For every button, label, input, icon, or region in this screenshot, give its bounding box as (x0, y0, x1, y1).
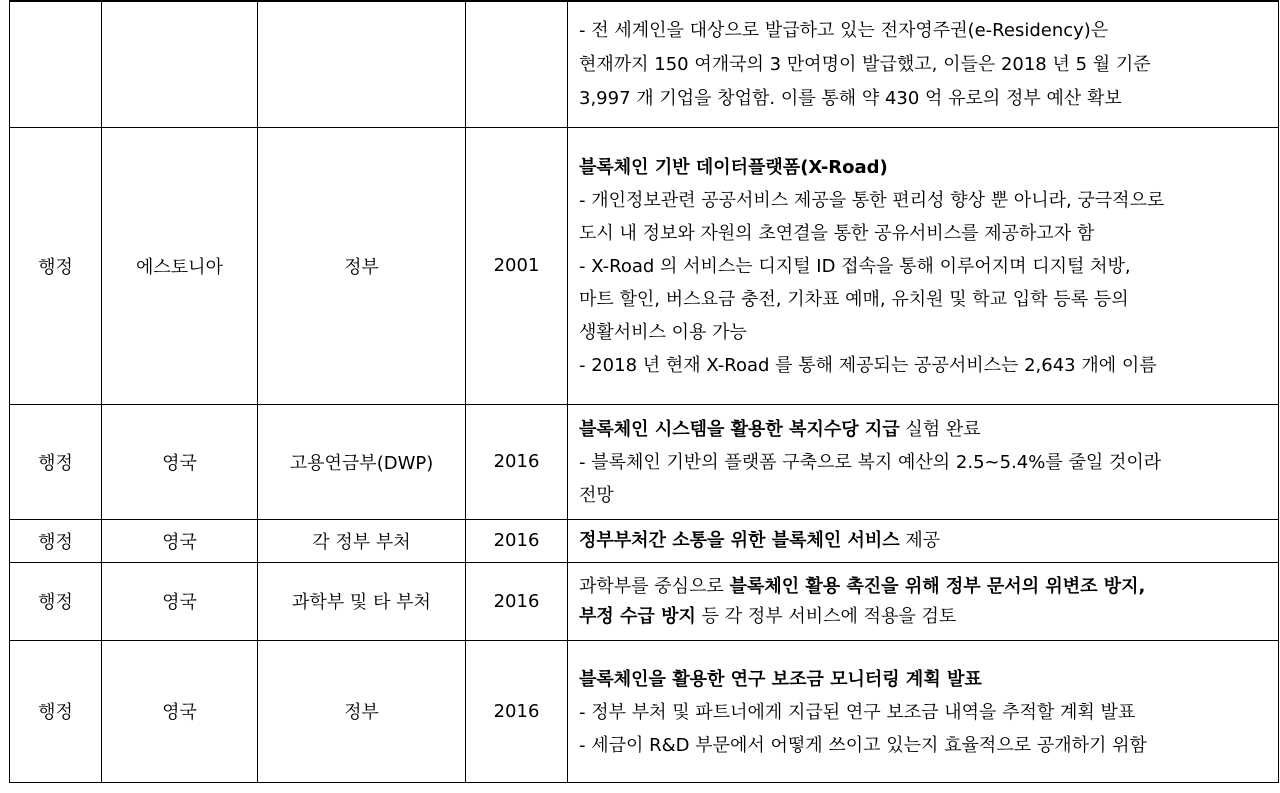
table-row (10, 519, 1279, 562)
table-row (10, 640, 1279, 782)
country-cell: 에스토니아 (102, 127, 258, 404)
bold-text: 블록체인 활용 촉진을 위해 정부 문서의 위변조 방지, (729, 576, 1146, 597)
description-line (579, 250, 1272, 283)
table-row (10, 1, 1279, 127)
description-cell (568, 1, 1279, 127)
text: - 개인정보관련 공공서비스 제공을 통한 편리성 향상 뿐 아니라, 궁극적으로 (579, 190, 1165, 211)
table-body (10, 1, 1279, 782)
table-row (10, 562, 1279, 640)
bold-text: 블록체인 시스템을 활용한 복지수당 지급 (579, 419, 900, 440)
description-line (579, 479, 1272, 512)
field-cell: 행정 (10, 519, 102, 562)
field-cell: 행정 (10, 404, 102, 519)
field-cell: 행정 (10, 127, 102, 404)
description-cell (568, 562, 1279, 640)
description-line (579, 184, 1272, 217)
year-cell (466, 1, 568, 127)
country-cell: 영국 (102, 519, 258, 562)
text: 제공 (899, 530, 941, 551)
description-line (579, 696, 1272, 729)
description-cell (568, 127, 1279, 404)
text: - 정부 부처 및 파트너에게 지급된 연구 보조금 내역을 추적할 계획 발표 (579, 701, 1136, 723)
description-cell (568, 640, 1279, 782)
description-line (579, 82, 1272, 116)
description-line (579, 283, 1272, 316)
text: 등 각 정부 서비스에 적용을 검토 (695, 606, 957, 627)
year-cell: 2016 (466, 640, 568, 782)
description-line (579, 729, 1272, 762)
description-cell (568, 404, 1279, 519)
policy-table (9, 0, 1279, 783)
agency-cell: 고용연금부(DWP) (258, 404, 466, 519)
description-line (579, 316, 1272, 349)
description-line (579, 217, 1272, 250)
year-cell: 2016 (466, 404, 568, 519)
year-cell: 2016 (466, 562, 568, 640)
table-row (10, 127, 1279, 404)
text: - 세금이 R&D 부문에서 어떻게 쓰이고 있는지 효율적으로 공개하기 위함 (579, 734, 1147, 756)
text: 마트 할인, 버스요금 충전, 기차표 예매, 유치원 및 학교 입학 등록 등의 (579, 289, 1129, 310)
text: 전망 (579, 485, 614, 506)
country-cell (102, 1, 258, 127)
text: 현재까지 150 여개국의 3 만여명이 발급했고, 이들은 2018 년 5 월 기준 (579, 54, 1151, 76)
text: 실험 완료 (899, 419, 981, 440)
year-cell: 2016 (466, 519, 568, 562)
bold-text: 정부부처간 소통을 위한 블록체인 서비스 (579, 530, 900, 551)
field-cell: 행정 (10, 562, 102, 640)
description-line (579, 602, 1272, 632)
text: 과학부를 중심으로 (579, 576, 730, 597)
country-cell: 영국 (102, 562, 258, 640)
description-line (579, 524, 1272, 557)
text: - 2018 년 현재 X-Road 를 통해 제공되는 공공서비스는 2,643 개에 이름 (579, 355, 1157, 376)
agency-cell: 정부 (258, 127, 466, 404)
table-row (10, 404, 1279, 519)
description-line (579, 663, 1272, 696)
country-cell: 영국 (102, 640, 258, 782)
agency-cell: 과학부 및 타 부처 (258, 562, 466, 640)
bold-text: 블록체인 기반 데이터플랫폼(X-Road) (579, 157, 888, 178)
description-line (579, 151, 1272, 184)
field-cell (10, 1, 102, 127)
description-line (579, 413, 1272, 446)
text: 도시 내 정보와 자원의 초연결을 통한 공유서비스를 제공하고자 함 (579, 223, 1095, 244)
description-line (579, 349, 1272, 382)
description-line (579, 572, 1272, 602)
description-line (579, 48, 1272, 82)
agency-cell: 정부 (258, 640, 466, 782)
agency-cell: 각 정부 부처 (258, 519, 466, 562)
text: - 전 세계인을 대상으로 발급하고 있는 전자영주권(e-Residency)은 (579, 20, 1109, 42)
bold-text: 블록체인을 활용한 연구 보조금 모니터링 계획 발표 (579, 668, 982, 690)
field-cell: 행정 (10, 640, 102, 782)
text: 3,997 개 기업을 창업함. 이를 통해 약 430 억 유로의 정부 예산 확보 (579, 88, 1122, 110)
year-cell: 2001 (466, 127, 568, 404)
text: 생활서비스 이용 가능 (579, 322, 747, 343)
description-line (579, 14, 1272, 48)
text: - X-Road 의 서비스는 디지털 ID 접속을 통해 이루어지며 디지털 처방, (579, 256, 1131, 277)
country-cell: 영국 (102, 404, 258, 519)
text: - 블록체인 기반의 플랫폼 구축으로 복지 예산의 2.5~5.4%를 줄일 것이라 (579, 452, 1162, 473)
description-cell (568, 519, 1279, 562)
bold-text: 부정 수급 방지 (579, 606, 696, 627)
agency-cell (258, 1, 466, 127)
description-line (579, 446, 1272, 479)
